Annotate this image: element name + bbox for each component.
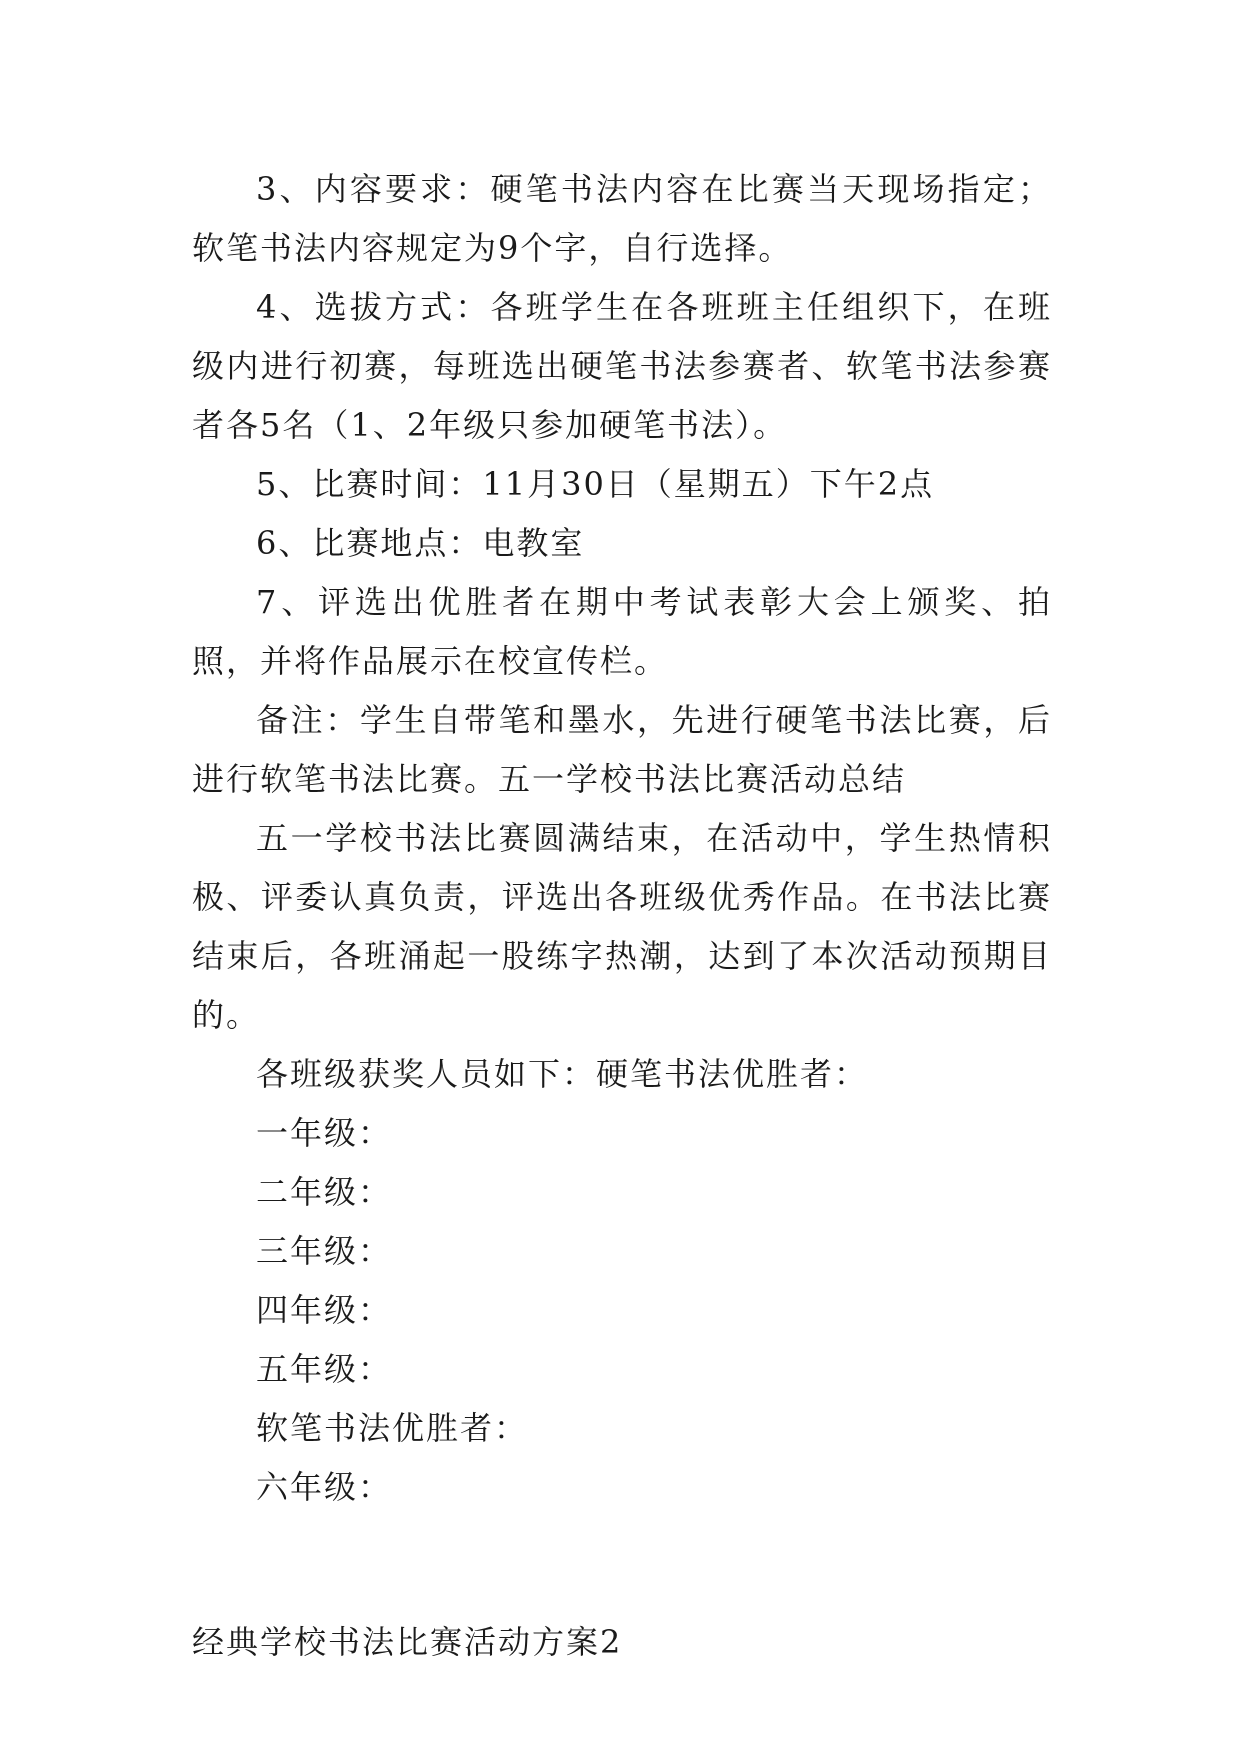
- document-body: [192, 160, 1052, 1672]
- section-spacer: [192, 1517, 1052, 1613]
- paragraph-selection-method: 4、选拔方式：各班学生在各班班主任组织下，在班级内进行初赛，每班选出硬笔书法参赛者、软笔书法参赛者各5名（1、2年级只参加硬笔书法）。: [192, 288, 1052, 444]
- list-item-grade-3: 三年级：: [256, 1232, 393, 1270]
- paragraph-competition-time: 5、比赛时间：11月30日（星期五）下午2点: [256, 465, 935, 503]
- list-item-grade-1: 一年级：: [256, 1114, 393, 1152]
- list-item-grade-2: 二年级：: [256, 1173, 393, 1211]
- paragraph-summary: 五一学校书法比赛圆满结束，在活动中，学生热情积极、评委认真负责，评选出各班级优秀作品。在书法比赛结束后，各班涌起一股练字热潮，达到了本次活动预期目的。: [192, 819, 1052, 1034]
- paragraph-content-requirements: 3、内容要求：硬笔书法内容在比赛当天现场指定；软笔书法内容规定为9个字，自行选择。: [192, 170, 1052, 267]
- list-item-grade-4: 四年级：: [256, 1291, 393, 1329]
- paragraph-soft-brush-winners: 软笔书法优胜者：: [256, 1409, 529, 1447]
- paragraph-awards: 7、评选出优胜者在期中考试表彰大会上颁奖、拍照，并将作品展示在校宣传栏。: [192, 583, 1052, 680]
- paragraph-notes: 备注：学生自带笔和墨水，先进行硬笔书法比赛，后进行软笔书法比赛。五一学校书法比赛活动总结: [192, 701, 1052, 798]
- list-item-grade-6: 六年级：: [256, 1468, 393, 1506]
- paragraph-winners-intro: 各班级获奖人员如下：硬笔书法优胜者：: [256, 1055, 869, 1093]
- section-title: 经典学校书法比赛活动方案2: [192, 1623, 623, 1661]
- paragraph-competition-location: 6、比赛地点：电教室: [256, 524, 585, 562]
- list-item-grade-5: 五年级：: [256, 1350, 393, 1388]
